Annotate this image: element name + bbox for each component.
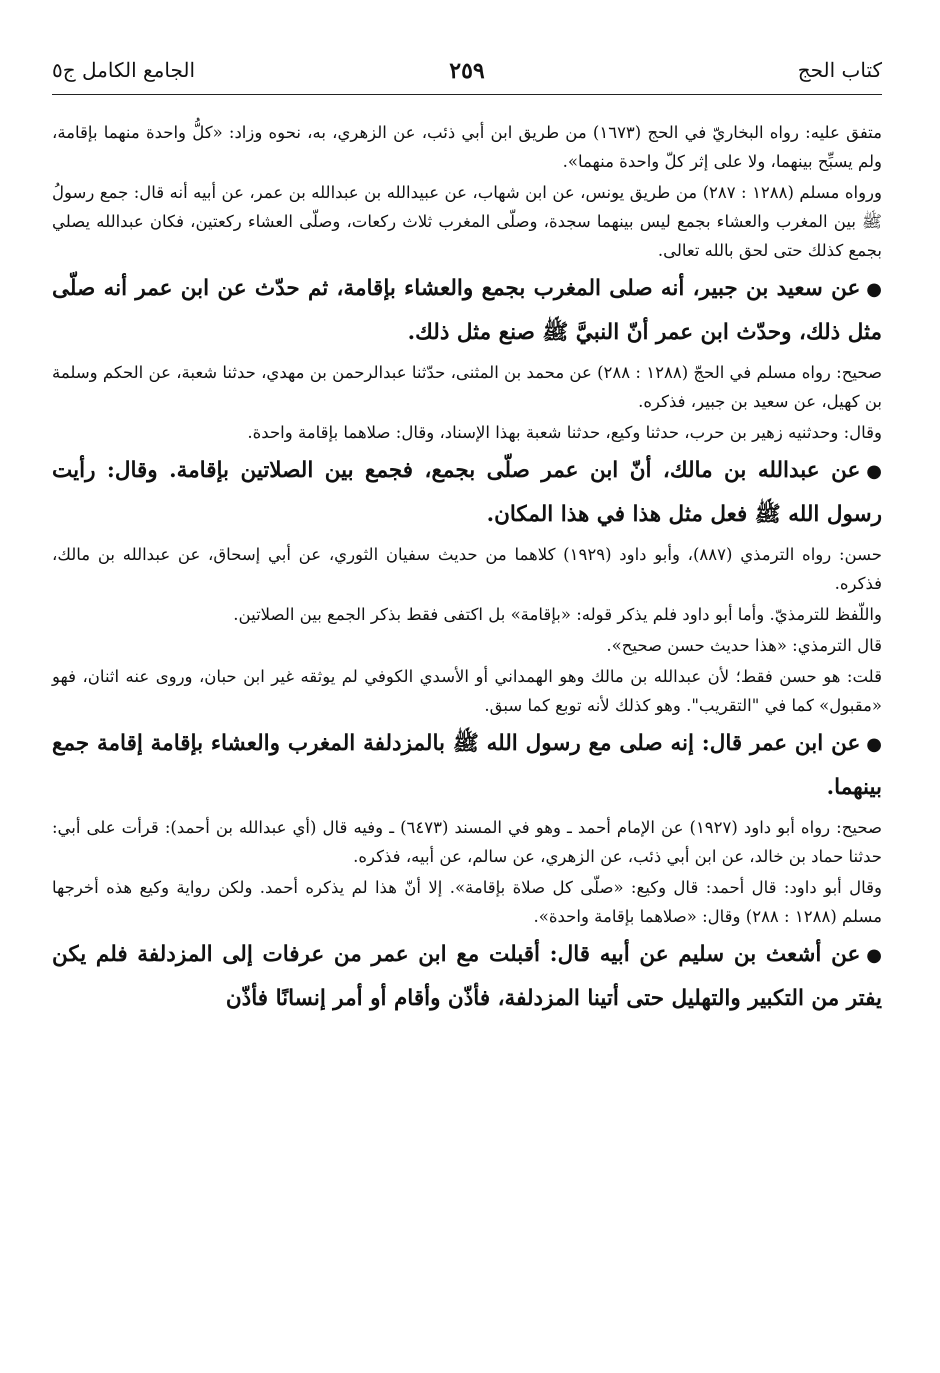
paragraph-text: متفق عليه: رواه البخاريّ في الحج (١٦٧٣) من طريق ابن أبي ذئب، عن الزهري، به، نحوه وزاد: «كلُّ واحدة منهما بإقامة، ولم يسبِّح بينهما، ولا على إثر كلّ واحدة منهما».	[52, 123, 882, 171]
hadith-paragraph	[52, 449, 882, 536]
paragraph-text: صحيح: رواه مسلم في الحجّ (١٢٨٨ : ٢٨٨) عن محمد بن المثنى، حدّثنا عبدالرحمن بن مهدي، حدثنا شعبة، عن الحكم وسلمة بن كهيل، عن سعيد بن جبير، فذكره.	[52, 363, 883, 411]
paragraph-text: صحيح: رواه أبو داود (١٩٢٧) عن الإمام أحمد ـ وهو في المسند (٦٤٧٣) ـ وفيه قال (أي عبدالله بن أحمد): قرأت على أبي: حدثنا حماد بن خالد، عن ابن أبي ذئب، عن الزهري، عن سالم، عن أبيه، فذكره.	[52, 818, 883, 866]
takhrij-paragraph	[52, 600, 882, 629]
bullet-icon: ●	[866, 945, 882, 966]
page-body	[52, 118, 882, 1024]
takhrij-paragraph	[52, 358, 882, 416]
takhrij-paragraph	[52, 540, 882, 598]
paragraph-text: عن سعيد بن جبير، أنه صلى المغرب بجمع والعشاء بإقامة، ثم حدّث عن ابن عمر أنه صلّى مثل ذلك، وحدّث ابن عمر أنّ النبيَّ ﷺ صنع مثل ذلك.	[52, 276, 882, 345]
paragraph-text: عن ابن عمر قال: إنه صلى مع رسول الله ﷺ بالمزدلفة المغرب والعشاء بإقامة إقامة جمع بينهما.	[52, 731, 882, 800]
page-number: ٢٥٩	[449, 58, 485, 84]
hadith-paragraph	[52, 267, 882, 354]
volume-title: الجامع الكامل ج٥	[52, 58, 196, 82]
bullet-icon: ●	[866, 279, 882, 300]
takhrij-paragraph	[52, 118, 882, 176]
header-divider	[52, 94, 882, 95]
paragraph-text: وقال: وحدثنيه زهير بن حرب، حدثنا وكيع، حدثنا شعبة بهذا الإسناد، وقال: صلاهما بإقامة واحدة.	[247, 423, 882, 442]
takhrij-paragraph	[52, 662, 882, 720]
paragraph-text: عن أشعث بن سليم عن أبيه قال: أقبلت مع ابن عمر من عرفات إلى المزدلفة فلم يكن يفتر من التكبير والتهليل حتى أتينا المزدلفة، فأذّن وأقام أو أمر إنسانًا فأذّن	[52, 942, 882, 1011]
bullet-icon: ●	[866, 734, 882, 755]
paragraph-text: ورواه مسلم (١٢٨٨ : ٢٨٧) من طريق يونس، عن ابن شهاب، عن عبيدالله بن عبدالله بن عمر، عن أبيه أنه قال: جمع رسولُ ﷺ بين المغرب والعشاء بجمع ليس بينهما سجدة، وصلّى المغرب ثلاث ركعات، وصلّى العشاء ركعتين، فكان عبدالله يصلي بجمع كذلك حتى لحق بالله تعالى.	[52, 183, 882, 260]
takhrij-paragraph	[52, 631, 882, 660]
paragraph-text: حسن: رواه الترمذي (٨٨٧)، وأبو داود (١٩٢٩) كلاهما من حديث سفيان الثوري، عن أبي إسحاق، عن عبدالله بن مالك، فذكره.	[52, 545, 882, 593]
takhrij-paragraph	[52, 178, 882, 265]
bullet-icon: ●	[866, 461, 882, 482]
hadith-paragraph	[52, 933, 882, 1020]
paragraph-text: قال الترمذي: «هذا حديث حسن صحيح».	[606, 636, 882, 655]
book-title: كتاب الحج	[797, 58, 882, 82]
takhrij-paragraph	[52, 418, 882, 447]
paragraph-text: قلت: هو حسن فقط؛ لأن عبدالله بن مالك وهو الهمداني أو الأسدي الكوفي لم يوثقه غير ابن حبان، وروى عنه اثنان، فهو «مقبول» كما في "التقريب". وهو كذلك لأنه توبع كما سبق.	[52, 667, 882, 715]
takhrij-paragraph	[52, 813, 882, 871]
page-header	[52, 58, 882, 92]
takhrij-paragraph	[52, 873, 882, 931]
paragraph-text: وقال أبو داود: قال أحمد: قال وكيع: «صلّى كل صلاة بإقامة». إلا أنّ هذا لم يذكره أحمد. ولكن رواية وكيع هذه أخرجها مسلم (١٢٨٨ : ٢٨٨) وقال: «صلاهما بإقامة واحدة».	[52, 878, 882, 926]
paragraph-text: واللّفظ للترمذيّ. وأما أبو داود فلم يذكر قوله: «بإقامة» بل اكتفى فقط بذكر الجمع بين الصلاتين.	[233, 605, 882, 624]
hadith-paragraph	[52, 722, 882, 809]
paragraph-text: عن عبدالله بن مالك، أنّ ابن عمر صلّى بجمع، فجمع بين الصلاتين بإقامة. وقال: رأيت رسول الله ﷺ فعل مثل هذا في هذا المكان.	[52, 458, 882, 527]
